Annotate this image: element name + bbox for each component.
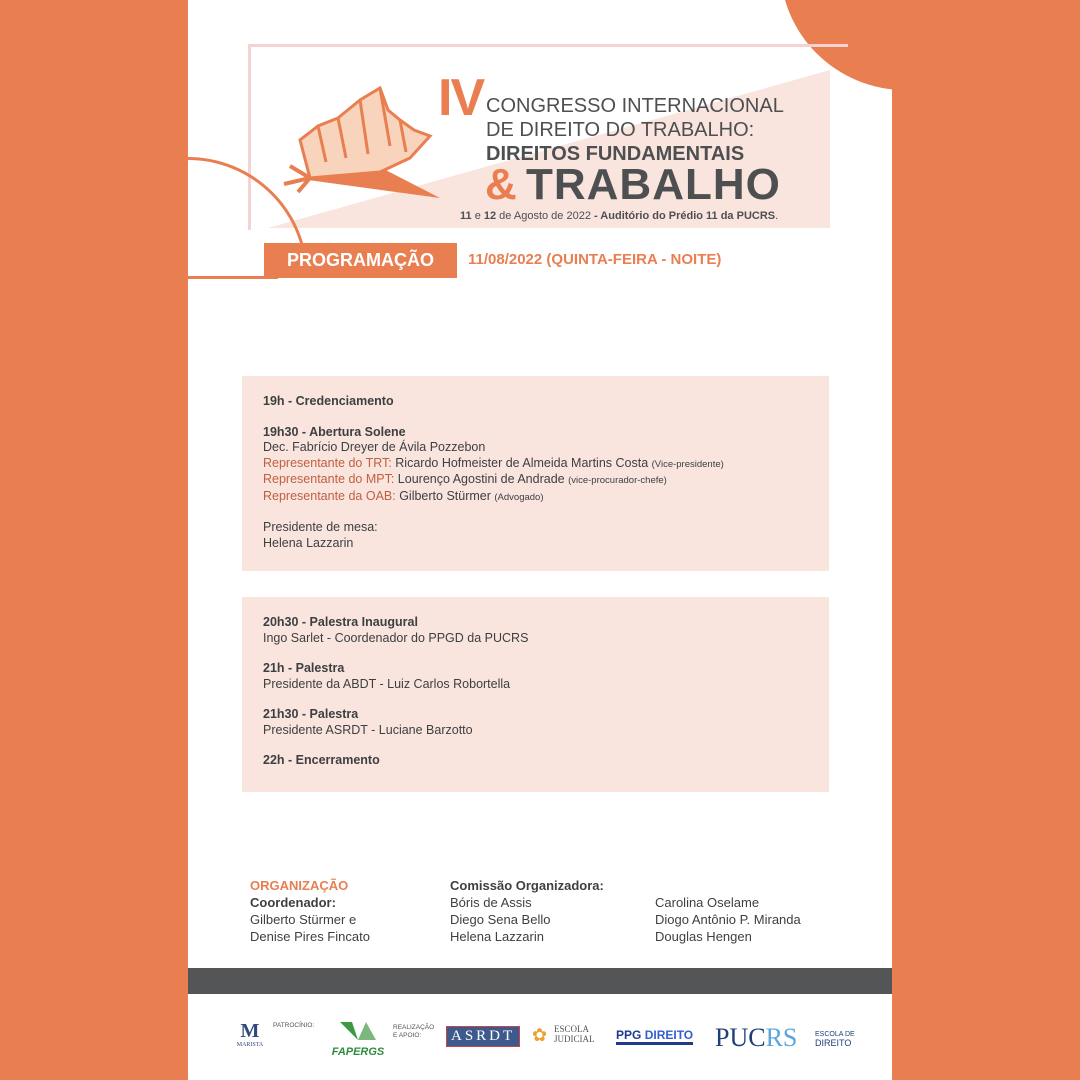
date-period: .	[775, 210, 779, 222]
coordenador-name: Gilberto Stürmer e	[250, 912, 357, 927]
mesa-name: Helena Lazzarin	[263, 535, 354, 550]
coordenador-label: Coordenador:	[250, 895, 336, 910]
schedule-block-1	[242, 376, 829, 571]
event-dateline	[460, 210, 778, 222]
date-day1: 11	[460, 210, 472, 222]
comissao-col-1	[450, 877, 604, 945]
schedule-item-title: 19h30 - Abertura Solene	[263, 424, 406, 439]
fapergs-logo: FAPERGS	[328, 1022, 388, 1058]
pucrs-logo: PUCRS	[715, 1023, 798, 1052]
comissao-member: Diogo Antônio P. Miranda	[655, 912, 801, 927]
rep-label: Representante do MPT:	[263, 472, 395, 486]
escola-judicial-icon: ✿	[532, 1025, 548, 1045]
rep-role: (vice-procurador-chefe)	[568, 475, 667, 486]
comissao-member: Carolina Oselame	[655, 895, 760, 910]
realizacao-label: REALIZAÇÃO E APOIO:	[393, 1024, 435, 1039]
schedule-block-2	[242, 597, 829, 792]
representative-row	[263, 472, 808, 489]
schedule-item-title: 21h - Palestra	[263, 661, 345, 675]
schedule-item-desc: Presidente ASRDT - Luciane Barzotto	[263, 722, 473, 737]
title-line-4: TRABALHO	[526, 160, 781, 209]
comissao-member: Bóris de Assis	[450, 895, 532, 910]
schedule-item-title: 19h - Credenciamento	[263, 394, 394, 408]
schedule-item-title: 20h30 - Palestra Inaugural	[263, 615, 418, 629]
rep-role: (Vice-presidente)	[651, 458, 724, 470]
comissao-col-2	[655, 894, 801, 945]
coordenador-name: Denise Pires Fincato	[250, 929, 370, 944]
escola-direito-logo: ESCOLA DE DIREITO	[815, 1031, 855, 1048]
rep-name: Lourenço Agostini de Andrade	[394, 472, 569, 486]
open-book-icon	[280, 80, 440, 200]
title-ampersand: &	[485, 160, 517, 209]
footer-bar	[188, 968, 892, 994]
comissao-label: Comissão Organizadora:	[450, 878, 604, 893]
date-venue: - Auditório do Prédio 11 da PUCRS	[594, 210, 776, 222]
representative-row	[263, 456, 808, 473]
title-line-3: DIREITOS FUNDAMENTAIS	[486, 143, 745, 165]
edition-number: IV	[438, 69, 484, 127]
rep-name: Gilberto Stürmer	[395, 488, 495, 503]
schedule-item-title: 21h30 - Palestra	[263, 707, 359, 721]
date-day2: 12	[483, 210, 497, 222]
escola-judicial-logo: ESCOLA JUDICIAL	[554, 1024, 595, 1044]
rep-role: (Advogado)	[494, 491, 544, 503]
rep-name: Ricardo Hofmeister de Almeida Martins Costa	[391, 455, 652, 470]
patrocinio-label: PATROCÍNIO:	[273, 1022, 315, 1029]
organizacao-coordenador	[250, 877, 370, 945]
organizacao-title: ORGANIZAÇÃO	[250, 878, 349, 893]
ppg-direito-logo: PPG DIREITO	[616, 1028, 693, 1045]
representative-row	[263, 489, 808, 506]
title-line-2: DE DIREITO DO TRABALHO:	[486, 119, 755, 141]
marista-logo: M MARISTA	[236, 1020, 264, 1048]
poster	[188, 0, 892, 1080]
comissao-member: Diego Sena Bello	[450, 912, 551, 927]
programacao-label: PROGRAMAÇÃO	[264, 243, 457, 278]
schedule-item-desc: Ingo Sarlet - Coordenador do PPGD da PUCRS	[263, 630, 529, 645]
schedule-item-title: 22h - Encerramento	[263, 753, 380, 767]
sponsor-logos	[188, 1010, 892, 1070]
rep-label: Representante da OAB:	[263, 488, 396, 503]
date-e: e	[471, 210, 484, 222]
comissao-member: Douglas Hengen	[655, 929, 752, 944]
asrdt-logo: ASRDT	[446, 1026, 520, 1047]
mesa-label: Presidente de mesa:	[263, 520, 378, 534]
schedule-item-desc: Presidente da ABDT - Luiz Carlos Robortella	[263, 676, 511, 691]
date-month: de Agosto de 2022	[496, 210, 594, 222]
title-line-1: CONGRESSO INTERNACIONAL	[486, 95, 784, 117]
schedule-item-desc: Dec. Fabrício Dreyer de Ávila Pozzebon	[263, 440, 486, 454]
rep-label: Representante do TRT:	[263, 455, 392, 470]
comissao-member: Helena Lazzarin	[450, 929, 544, 944]
programacao-date: 11/08/2022 (QUINTA-FEIRA - NOITE)	[468, 251, 722, 268]
